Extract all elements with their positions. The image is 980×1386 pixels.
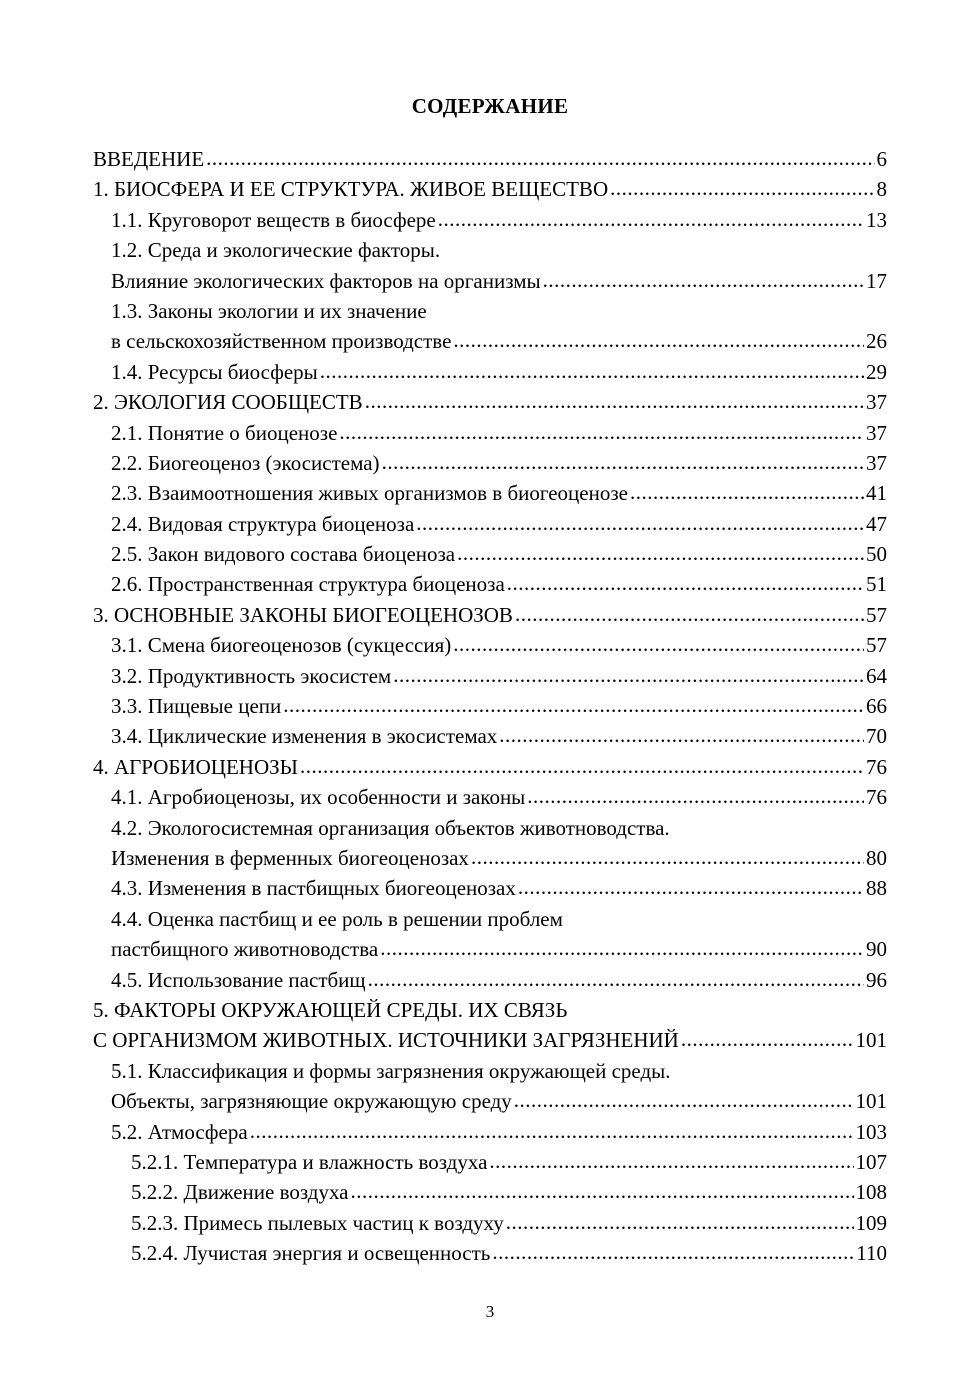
toc-entry-page: 37 (866, 450, 887, 475)
toc-entry (93, 752, 887, 782)
toc-entry-page: 26 (866, 329, 887, 354)
toc-entry (93, 904, 887, 934)
toc-entry-title: в сельскохозяйственном производстве (111, 329, 452, 354)
dot-leader (527, 781, 864, 811)
toc-entry-title: Изменения в ферменных биогеоценозах (111, 845, 469, 870)
toc-entry-title: 4. АГРОБИОЦЕНОЗЫ (93, 754, 298, 779)
toc-entry (93, 387, 887, 417)
toc-entry (93, 478, 887, 508)
toc-entry (93, 995, 887, 1025)
toc-entry-page: 64 (866, 663, 887, 688)
dot-leader (630, 477, 864, 507)
toc-entry-page: 13 (866, 207, 887, 232)
toc-entry-page: 41 (866, 481, 887, 506)
dot-leader (543, 265, 864, 295)
toc-entry-title: 2.3. Взаимоотношения живых организмов в биогеоценозе (111, 481, 628, 506)
toc-entry-page: 80 (866, 845, 887, 870)
toc-entry-title: 2.1. Понятие о биоценозе (111, 420, 338, 445)
toc-entry-page: 107 (855, 1149, 887, 1174)
dot-leader (518, 872, 864, 902)
table-of-contents (93, 144, 887, 1268)
toc-entry (93, 813, 887, 843)
dot-leader (250, 1116, 854, 1146)
toc-entry (93, 934, 887, 964)
toc-entry-title: 5.2.3. Примесь пылевых частиц к воздуху (131, 1210, 504, 1235)
toc-entry (93, 326, 887, 356)
toc-entry-title: 4.4. Оценка пастбищ и ее роль в решении проблем (111, 906, 563, 931)
toc-entry-title: 5.2. Атмосфера (111, 1119, 248, 1144)
dot-leader (339, 417, 864, 447)
toc-entry-page: 17 (866, 268, 887, 293)
toc-entry-page: 109 (855, 1210, 887, 1235)
toc-entry-title: 1.4. Ресурсы биосферы (111, 359, 318, 384)
toc-entry-page: 66 (866, 694, 887, 719)
toc-entry-page: 88 (866, 876, 887, 901)
toc-entry-page: 101 (855, 1089, 887, 1114)
toc-entry (93, 1025, 887, 1055)
toc-entry-title: 3.1. Смена биогеоценозов (сукцессия) (111, 633, 452, 658)
toc-entry-title: 5.2.2. Движение воздуха (131, 1180, 349, 1205)
toc-entry-title: 4.5. Использование пастбищ (111, 967, 366, 992)
toc-entry (93, 144, 887, 174)
toc-entry (93, 235, 887, 265)
toc-entry (93, 357, 887, 387)
dot-leader (457, 538, 864, 568)
toc-entry (93, 1238, 887, 1268)
page-number: 3 (485, 1302, 495, 1321)
toc-entry (93, 509, 887, 539)
toc-entry-page: 29 (866, 359, 887, 384)
toc-entry-page: 51 (866, 572, 887, 597)
toc-entry-title: 2.2. Биогеоценоз (экосистема) (111, 450, 380, 475)
toc-entry (93, 691, 887, 721)
toc-entry-title: ВВЕДЕНИЕ (93, 147, 205, 171)
toc-entry-page: 70 (866, 724, 887, 749)
toc-entry-title: 4.2. Экологосистемная организация объектов животноводства. (111, 815, 670, 840)
toc-entry-title: 4.1. Агробиоценозы, их особенности и законы (111, 785, 526, 810)
toc-entry-title: 4.3. Изменения в пастбищных биогеоценозах (111, 876, 516, 901)
toc-entry-title: 3.4. Циклические изменения в экосистемах (111, 724, 498, 749)
dot-leader (365, 386, 864, 416)
toc-entry-page: 47 (866, 511, 887, 536)
toc-entry-page: 76 (866, 785, 887, 810)
toc-entry (93, 782, 887, 812)
dot-leader (514, 1085, 854, 1115)
toc-entry-page: 57 (866, 602, 887, 627)
toc-entry (93, 174, 887, 204)
toc-entry-title: 5.1. Классификация и формы загрязнения окружающей среды. (111, 1058, 671, 1083)
page-title: СОДЕРЖАНИЕ (411, 94, 569, 118)
toc-entry-page: 6 (876, 147, 887, 171)
toc-entry (93, 721, 887, 751)
toc-entry-title: 1. БИОСФЕРА И ЕЕ СТРУКТУРА. ЖИВОЕ ВЕЩЕСТВО (93, 177, 609, 202)
dot-leader (368, 964, 864, 994)
dot-leader (438, 204, 864, 234)
toc-entry-page: 57 (866, 633, 887, 658)
toc-entry-page: 37 (866, 420, 887, 445)
dot-leader (489, 1146, 853, 1176)
toc-entry (93, 1056, 887, 1086)
toc-entry (93, 965, 887, 995)
toc-entry (93, 296, 887, 326)
toc-entry-page: 8 (876, 177, 887, 202)
dot-leader (380, 933, 864, 963)
dot-leader (681, 1024, 854, 1054)
toc-entry-title: 1.3. Законы экологии и их значение (111, 298, 427, 323)
dot-leader (416, 508, 864, 538)
toc-entry (93, 1086, 887, 1116)
toc-entry-page: 110 (856, 1241, 887, 1266)
toc-entry-title: 3.3. Пищевые цепи (111, 694, 282, 719)
dot-leader (507, 568, 864, 598)
toc-entry-page: 90 (866, 937, 887, 962)
dot-leader (300, 751, 864, 781)
dot-leader (453, 629, 864, 659)
dot-leader (283, 690, 864, 720)
dot-leader (492, 1237, 854, 1267)
dot-leader (453, 325, 864, 355)
toc-entry-title: Объекты, загрязняющие окружающую среду (111, 1089, 512, 1114)
toc-entry-title: 2.4. Видовая структура биоценоза (111, 511, 415, 536)
dot-leader (351, 1176, 854, 1206)
toc-entry (93, 1147, 887, 1177)
dot-leader (506, 1207, 854, 1237)
toc-entry (93, 448, 887, 478)
toc-entry-title: Влияние экологических факторов на организмы (111, 268, 541, 293)
toc-entry-title: 5. ФАКТОРЫ ОКРУЖАЮЩЕЙ СРЕДЫ. ИХ СВЯЗЬ (93, 997, 568, 1022)
toc-entry (93, 539, 887, 569)
dot-leader (471, 842, 864, 872)
toc-entry (93, 569, 887, 599)
toc-entry-title: 5.2.1. Температура и влажность воздуха (131, 1149, 488, 1174)
dot-leader (206, 143, 874, 173)
toc-entry-page: 101 (855, 1028, 887, 1053)
toc-entry (93, 873, 887, 903)
toc-entry-page: 96 (866, 967, 887, 992)
dot-leader (382, 447, 864, 477)
toc-entry (93, 1117, 887, 1147)
toc-entry-title: 3.2. Продуктивность экосистем (111, 663, 392, 688)
toc-entry-page: 37 (866, 390, 887, 415)
toc-entry (93, 843, 887, 873)
toc-entry-page: 50 (866, 542, 887, 567)
toc-entry-page: 76 (866, 754, 887, 779)
toc-entry (93, 1177, 887, 1207)
toc-entry (93, 661, 887, 691)
toc-entry-title: 3. ОСНОВНЫЕ ЗАКОНЫ БИОГЕОЦЕНОЗОВ (93, 602, 513, 627)
toc-entry (93, 600, 887, 630)
dot-leader (610, 173, 874, 203)
dot-leader (320, 356, 864, 386)
toc-entry (93, 266, 887, 296)
toc-entry (93, 1208, 887, 1238)
toc-entry-title: 1.2. Среда и экологические факторы. (111, 238, 441, 263)
toc-entry (93, 418, 887, 448)
toc-entry-page: 108 (855, 1180, 887, 1205)
toc-entry-title: пастбищного животноводства (111, 937, 379, 962)
toc-entry-title: 2.5. Закон видового состава биоценоза (111, 542, 456, 567)
toc-entry (93, 205, 887, 235)
toc-entry-title: 2.6. Пространственная структура биоценоза (111, 572, 505, 597)
dot-leader (499, 720, 864, 750)
toc-entry-title: 5.2.4. Лучистая энергия и освещенность (131, 1241, 491, 1266)
toc-entry (93, 630, 887, 660)
dot-leader (393, 660, 864, 690)
toc-entry-page: 103 (855, 1119, 887, 1144)
toc-entry-title: 1.1. Круговорот веществ в биосфере (111, 207, 436, 232)
toc-entry-title: С ОРГАНИЗМОМ ЖИВОТНЫХ. ИСТОЧНИКИ ЗАГРЯЗНЕНИЙ (93, 1028, 679, 1053)
dot-leader (515, 599, 864, 629)
toc-entry-title: 2. ЭКОЛОГИЯ СООБЩЕСТВ (93, 390, 363, 415)
